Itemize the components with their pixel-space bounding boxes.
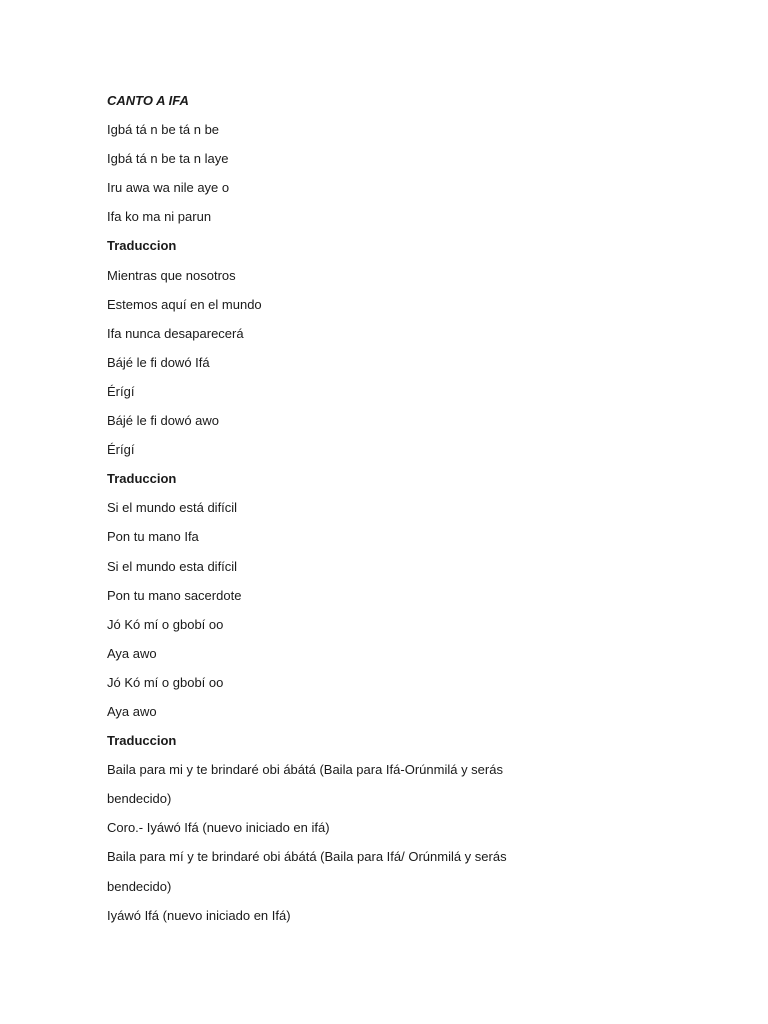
text-line: Érígí (107, 383, 135, 399)
text-line: Pon tu mano sacerdote (107, 587, 242, 603)
text-line: Si el mundo esta difícil (107, 558, 238, 574)
text-line: Ifa ko ma ni parun (107, 209, 212, 225)
text-line: bendecido) (107, 878, 172, 894)
text-line: Bájé le fi dowó awo (107, 413, 220, 429)
document-title: CANTO A IFA (107, 93, 189, 108)
text-line: Baila para mi y te brindaré obi ábátá (Baila para Ifá-Orúnmilá y serás (107, 762, 503, 778)
text-line: Aya awo (107, 645, 157, 661)
text-line: Ifa nunca desaparecerá (107, 325, 244, 341)
text-line: Coro.- Iyáwó Ifá (nuevo iniciado en ifá) (107, 820, 330, 836)
text-line: Igbá tá n be tá n be (107, 122, 220, 138)
text-line: Pon tu mano Ifa (107, 529, 199, 545)
text-lines (107, 115, 667, 930)
text-line: Mientras que nosotros (107, 267, 236, 283)
text-line: Si el mundo está difícil (107, 500, 238, 516)
text-line: Estemos aquí en el mundo (107, 296, 262, 312)
text-line: Baila para mí y te brindaré obi ábátá (Baila para Ifá/ Orúnmilá y serás (107, 849, 507, 865)
text-line: Érígí (107, 442, 135, 458)
document-body (107, 86, 667, 930)
text-line: Igbá tá n be ta n laye (107, 151, 229, 167)
text-line: Jó Kó mí o gbobí oo (107, 616, 224, 632)
text-line: Aya awo (107, 703, 157, 719)
section-heading: Traduccion (107, 238, 177, 254)
text-line: Bájé le fi dowó Ifá (107, 354, 210, 370)
text-line: Iru awa wa nile aye o (107, 180, 230, 196)
text-line: Jó Kó mí o gbobí oo (107, 674, 224, 690)
section-heading: Traduccion (107, 733, 177, 749)
section-heading: Traduccion (107, 471, 177, 487)
text-line: Iyáwó Ifá (nuevo iniciado en Ifá) (107, 907, 291, 923)
text-line: bendecido) (107, 791, 172, 807)
